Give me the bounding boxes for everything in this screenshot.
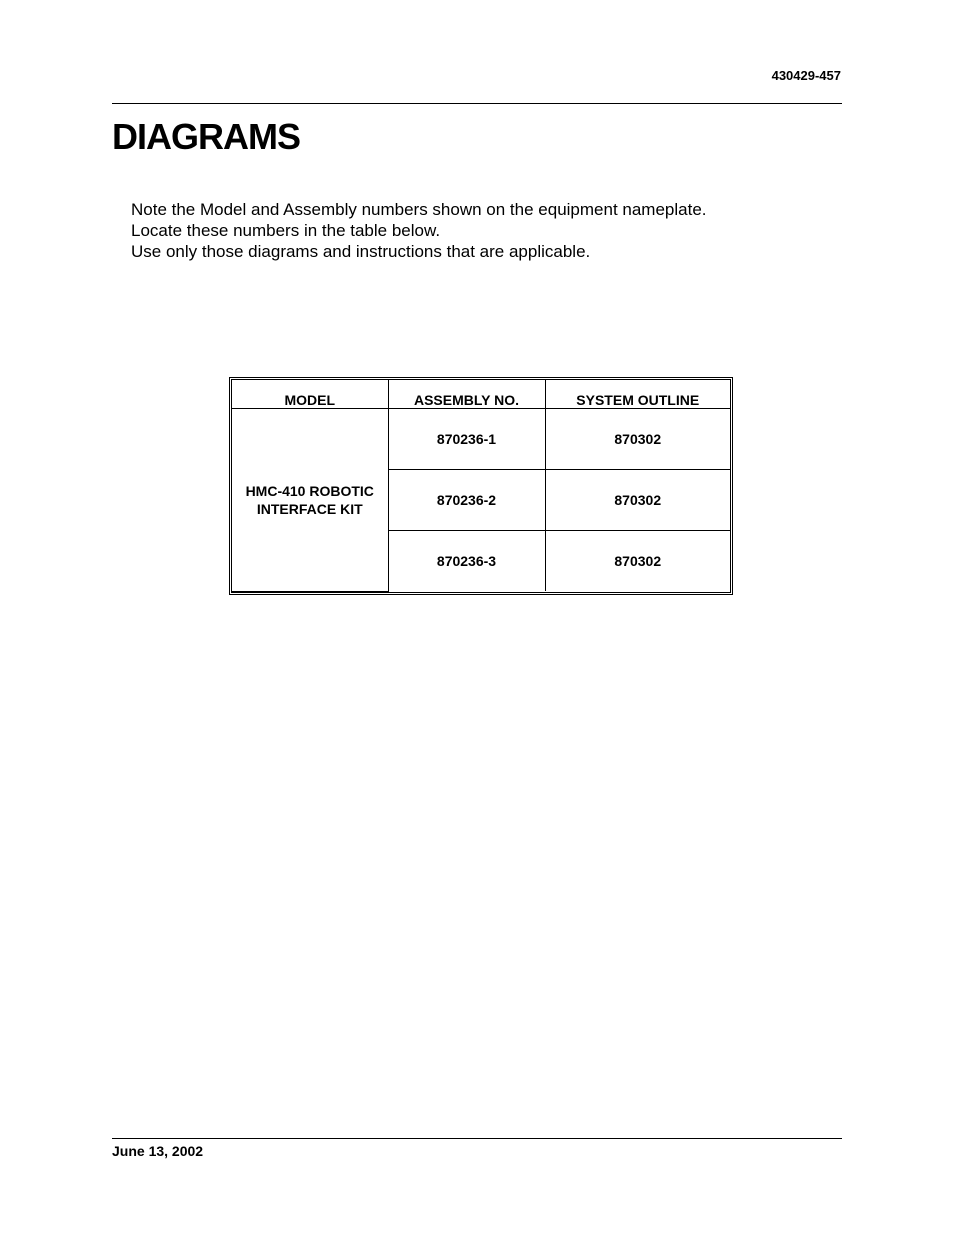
model-name-line: HMC-410 ROBOTIC (245, 482, 374, 499)
footer-divider (112, 1138, 842, 1139)
assembly-cell: 870236-3 (388, 531, 545, 592)
model-cell (232, 409, 388, 592)
footer-date: June 13, 2002 (112, 1143, 204, 1159)
table-header-row (232, 380, 730, 409)
instruction-line: Use only those diagrams and instructions that are applicable. (131, 242, 591, 261)
document-number: 430429-457 (771, 68, 841, 83)
instruction-line: Locate these numbers in the table below. (131, 221, 441, 240)
header-divider (112, 103, 842, 104)
instructions (131, 199, 707, 262)
assembly-cell: 870236-1 (388, 409, 545, 470)
page-title: DIAGRAMS (112, 116, 300, 157)
column-header-assembly: ASSEMBLY NO. (388, 380, 545, 409)
system-outline-cell: 870302 (545, 470, 730, 531)
system-outline-cell: 870302 (545, 409, 730, 470)
diagram-table (232, 380, 730, 592)
column-header-system-outline: SYSTEM OUTLINE (545, 380, 730, 409)
assembly-cell: 870236-2 (388, 470, 545, 531)
column-header-model: MODEL (232, 380, 388, 409)
table-row (232, 409, 730, 470)
instruction-line: Note the Model and Assembly numbers shown on the equipment nameplate. (131, 200, 707, 219)
model-name-line: INTERFACE KIT (256, 500, 363, 517)
diagram-table-frame (229, 377, 733, 595)
system-outline-cell: 870302 (545, 531, 730, 592)
